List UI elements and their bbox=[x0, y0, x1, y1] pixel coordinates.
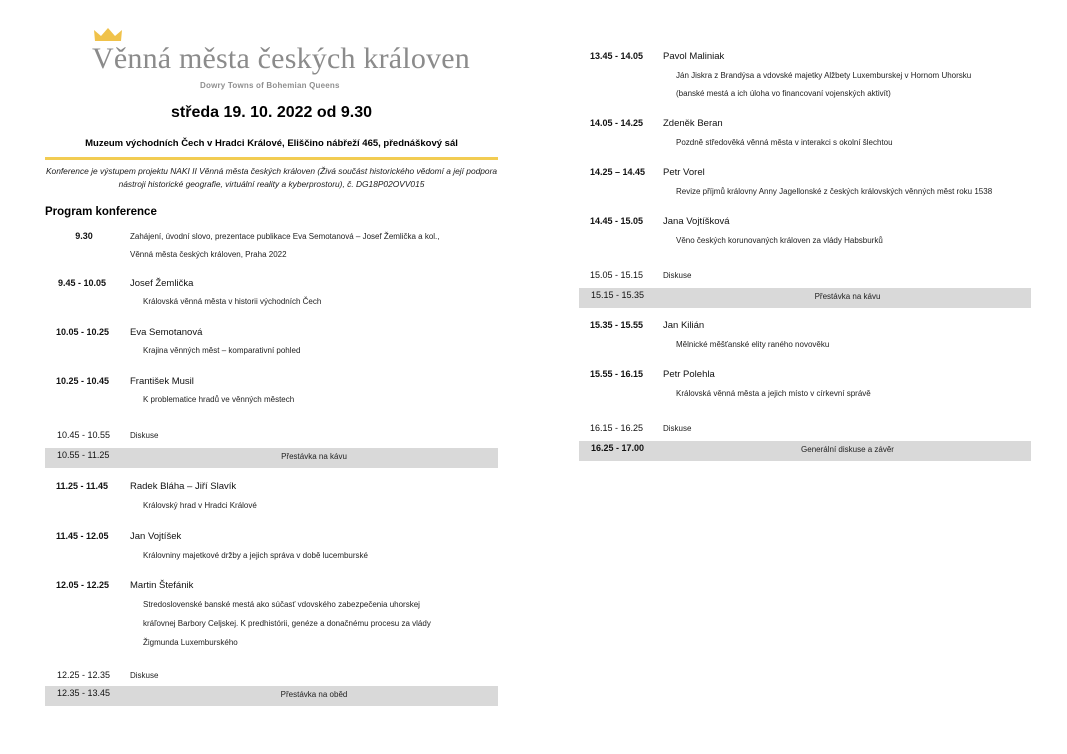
item-speaker: Jana Vojtíšková bbox=[663, 216, 730, 227]
item-speaker: Zdeněk Beran bbox=[663, 118, 723, 129]
item-time: 9.45 - 10.05 bbox=[58, 278, 107, 288]
item-speaker: Pavol Maliniak bbox=[663, 51, 725, 62]
discussion-label: Diskuse bbox=[130, 431, 159, 440]
item-title: (banské mestá a ich úloha vo financovaní vojenských aktivít) bbox=[676, 89, 891, 98]
item-title: Pozdně středověká věnná města v interakci s okolní šlechtou bbox=[676, 138, 893, 147]
item-time: 10.55 - 11.25 bbox=[57, 450, 110, 460]
discussion-label: Diskuse bbox=[663, 271, 692, 280]
program-item bbox=[579, 320, 1031, 356]
item-speaker: František Musil bbox=[130, 376, 194, 387]
item-time: 12.35 - 13.45 bbox=[57, 688, 111, 698]
program-item bbox=[579, 167, 1031, 203]
program-discussion bbox=[45, 429, 498, 443]
item-speaker: Jan Vojtíšek bbox=[130, 531, 182, 542]
item-title: Královniny majetkové držby a jejich správa v době lucemburské bbox=[143, 551, 368, 560]
item-time: 11.45 - 12.05 bbox=[56, 531, 109, 541]
item-time: 16.15 - 16.25 bbox=[590, 423, 644, 433]
item-title: Stredoslovenské banské mestá ako súčasť vdovského zabezpečenia uhorskej bbox=[143, 600, 420, 609]
program-break-final bbox=[579, 441, 1031, 461]
item-time: 12.05 - 12.25 bbox=[56, 580, 110, 590]
item-title: Krajina věnných měst – komparativní pohled bbox=[143, 346, 301, 355]
item-time: 15.55 - 16.15 bbox=[590, 369, 644, 379]
program-item bbox=[45, 278, 498, 314]
item-text: Věnná města českých královen, Praha 2022 bbox=[130, 250, 287, 259]
item-time: 15.15 - 15.35 bbox=[591, 290, 645, 300]
conference-venue: Muzeum východních Čech v Hradci Králové, Eliščino nábřeží 465, přednáškový sál bbox=[85, 138, 458, 149]
program-item bbox=[45, 327, 498, 363]
program-discussion bbox=[45, 669, 498, 683]
item-title: kráľovnej Barbory Celjskej. K predhistórii, genéze a donačnému procesu za vlády bbox=[143, 619, 431, 628]
item-title: Královská věnná města a jejich místo v církevní správě bbox=[676, 389, 871, 398]
program-discussion bbox=[579, 269, 1031, 283]
program-item bbox=[45, 481, 498, 517]
project-description: Konference je výstupem projektu NAKI II Věnná města českých královen (Živá součást historického vědomí a její podpora nástroji historické geografie, virtuální reality a kyberprostoru), č. DG18P02OVV015 bbox=[45, 166, 498, 189]
program-item bbox=[579, 51, 1031, 106]
item-speaker: Jan Kilián bbox=[663, 320, 705, 331]
item-speaker: Josef Žemlička bbox=[130, 278, 194, 289]
item-title: K problematice hradů ve věnných městech bbox=[143, 395, 295, 404]
item-title: Královský hrad v Hradci Králové bbox=[143, 501, 257, 510]
item-text: Zahájení, úvodní slovo, prezentace publikace Eva Semotanová – Josef Žemlička a kol., bbox=[130, 232, 440, 241]
accent-rule bbox=[45, 157, 498, 160]
program-item bbox=[45, 580, 498, 652]
item-title: Mělnické měšťanské elity raného novověku bbox=[676, 340, 830, 349]
item-title: Žigmunda Luxemburského bbox=[143, 638, 238, 647]
program-break bbox=[45, 448, 498, 468]
item-time: 13.45 - 14.05 bbox=[590, 51, 644, 61]
conference-date: středa 19. 10. 2022 od 9.30 bbox=[170, 104, 372, 121]
program-item bbox=[579, 369, 1031, 405]
item-time: 14.05 - 14.25 bbox=[590, 118, 644, 128]
program-break bbox=[45, 686, 498, 706]
item-time: 10.25 - 10.45 bbox=[56, 376, 110, 386]
item-time: 15.05 - 15.15 bbox=[590, 270, 644, 280]
item-time: 14.45 - 15.05 bbox=[590, 216, 644, 226]
item-time: 10.45 - 10.55 bbox=[57, 430, 111, 440]
item-speaker: Petr Polehla bbox=[663, 369, 715, 380]
break-label: Přestávka na oběd bbox=[280, 690, 348, 699]
program-discussion bbox=[579, 422, 1031, 436]
break-label: Přestávka na kávu bbox=[814, 292, 881, 301]
item-time: 9.30 bbox=[75, 231, 93, 241]
item-title: Věno českých korunovaných královen za vlády Habsburků bbox=[676, 236, 883, 245]
item-time: 15.35 - 15.55 bbox=[590, 320, 644, 330]
item-speaker: Martin Štefánik bbox=[130, 580, 194, 591]
break-label: Generální diskuse a závěr bbox=[801, 445, 894, 454]
item-time: 11.25 - 11.45 bbox=[56, 481, 109, 491]
item-time: 14.25 – 14.45 bbox=[590, 167, 646, 177]
crown-icon bbox=[93, 27, 123, 43]
item-speaker: Petr Vorel bbox=[663, 167, 705, 178]
item-time: 16.25 - 17.00 bbox=[591, 443, 645, 453]
item-title: Ján Jiskra z Brandýsa a vdovské majetky Alžbety Luxemburskej v Hornom Uhorsku bbox=[676, 71, 972, 80]
discussion-label: Diskuse bbox=[663, 424, 692, 433]
item-time: 12.25 - 12.35 bbox=[57, 670, 111, 680]
logo-title: Věnná města českých královen bbox=[92, 42, 470, 75]
program-title: Program konference bbox=[45, 206, 157, 218]
item-time: 10.05 - 10.25 bbox=[56, 327, 110, 337]
program-item bbox=[579, 118, 1031, 154]
program-item bbox=[45, 376, 498, 412]
item-speaker: Radek Bláha – Jiří Slavík bbox=[130, 481, 237, 492]
item-title: Revize příjmů královny Anny Jagellonské z českých královských věnných měst roku 1538 bbox=[676, 187, 993, 196]
item-speaker: Eva Semotanová bbox=[130, 327, 203, 338]
discussion-label: Diskuse bbox=[130, 671, 159, 680]
break-label: Přestávka na kávu bbox=[281, 452, 347, 461]
program-item bbox=[45, 531, 498, 567]
logo-subtitle: Dowry Towns of Bohemian Queens bbox=[200, 81, 340, 90]
program-item bbox=[579, 216, 1031, 252]
program-item-opening bbox=[45, 230, 498, 264]
item-title: Královská věnná města v historii východních Čech bbox=[143, 297, 322, 306]
program-break bbox=[579, 288, 1031, 308]
